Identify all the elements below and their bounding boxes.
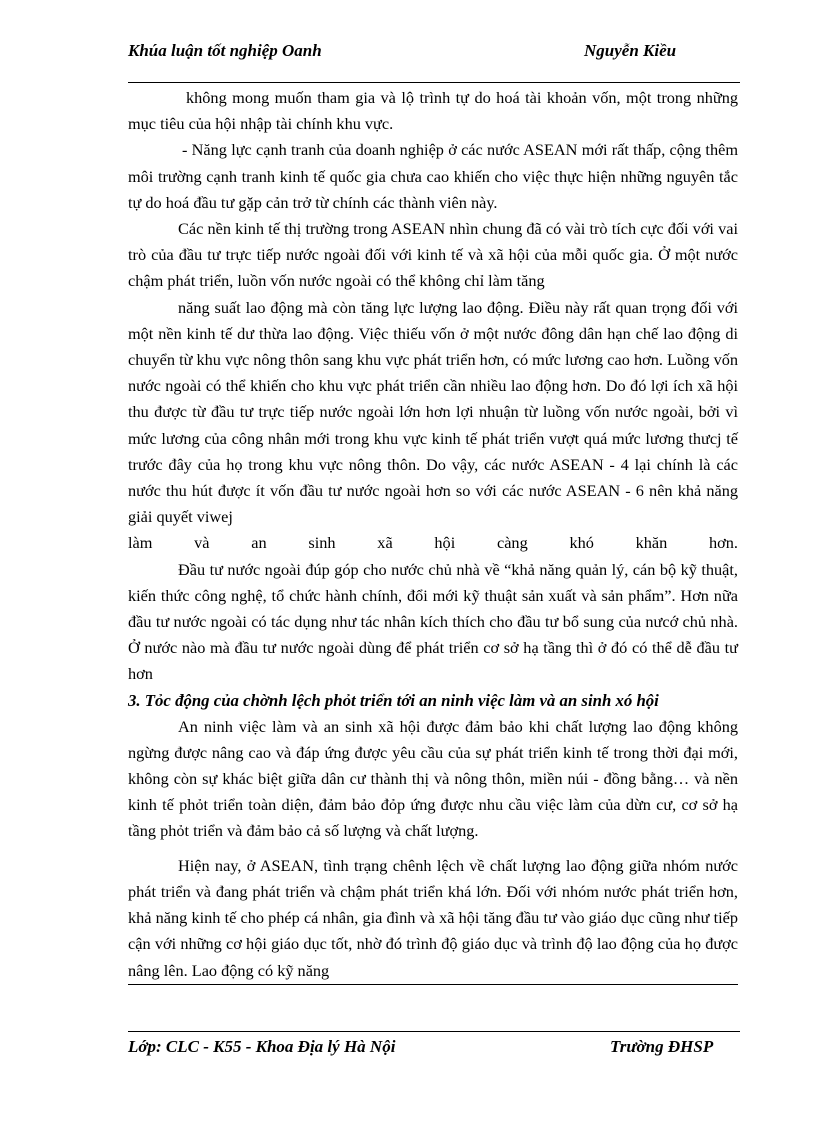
section-heading: 3. Tỏc động của chờnh lệch phỏt triển tới an ninh việc làm và an sinh xó hội xyxy=(128,690,659,710)
paragraph: Hiện nay, ở ASEAN, tình trạng chênh lệch về chất lượng lao động giữa nhóm nước phát triển và đang phát triển và chậm phát triển khá lớn. Đối với nhóm nước phát triển hơn, khả năng kinh tế cho phép cá nhân, gia đình và xã hội tăng đầu tư vào giáo dục cũng như tiếp cận với những cơ hội giáo dục tốt, nhờ đó trình độ giáo dục và trình độ lao động của họ được nâng lên. Lao động có kỹ năng xyxy=(128,853,738,985)
header-left: Khúa luận tốt nghiệp Oanh xyxy=(128,41,322,60)
footer-left: Lớp: CLC - K55 - Khoa Địa lý Hà Nội xyxy=(128,1037,396,1056)
paragraph: - Năng lực cạnh tranh của doanh nghiệp ở các nước ASEAN mới rất thấp, cộng thêm môi trường cạnh tranh kinh tế quốc gia chưa cao khiến cho việc thực hiện những nguyên tắc tự do hoá đầu tư gặp cản trở từ chính các thành viên này. xyxy=(128,140,738,212)
paragraph: An ninh việc làm và an sinh xã hội được đảm bảo khi chất lượng lao động không ngừng được nâng cao và đáp ứng được yêu cầu của sự phát triển kinh tế trong thời đại mới, không còn sự khác biệt giữa dân cư thành thị và nông thôn, miền núi - đồng bằng… và nền kinh tế phỏt triển toàn diện, đảm bảo đỏp ứng được nhu cầu việc làm của dừn cư, cơ sở hạ tầng phỏt triển và đảm bảo cả số lượng và chất lượng. xyxy=(128,716,738,841)
paragraph: Các nền kinh tế thị trường trong ASEAN nhìn chung đã có vài trò tích cực đối với vai trò của đầu tư trực tiếp nước ngoài đối với kinh tế và xã hội của mỗi quốc gia. Ở một nước chậm phát triển, luồn vốn nước ngoài có thể không chỉ làm tăng xyxy=(128,219,738,291)
paragraph: làm và an sinh xã hội càng khó khăn hơn. xyxy=(128,533,738,553)
paragraph: không mong muốn tham gia và lộ trình tự do hoá tài khoản vốn, một trong những mục tiêu của hội nhập tài chính khu vực. xyxy=(128,88,738,134)
header-rule xyxy=(128,82,740,83)
footer-right: Trường ĐHSP xyxy=(610,1037,714,1056)
paragraph: Đầu tư nước ngoài đúp góp cho nước chủ nhà về “khả năng quản lý, cán bộ kỹ thuật, kiến thức công nghệ, tổ chức hành chính, đổi mới kỹ thuật sản xuất và sản phẩm”. Hơn nữa đầu tư nước ngoài có tác dụng như tác nhân kích thích cho đầu tư bổ sung của nưcớ chủ nhà. Ở nước nào mà đầu tư nước ngoài dùng để phát triển cơ sở hạ tầng thì ở đó có thể dễ đầu tư hơn xyxy=(128,559,738,684)
footer-rule xyxy=(128,1031,740,1032)
page-body xyxy=(128,85,738,985)
header-right: Nguyễn Kiều xyxy=(584,41,677,60)
paragraph: năng suất lao động mà còn tăng lực lượng lao động. Điều này rất quan trọng đối với một nền kinh tế dư thừa lao động. Việc thiếu vốn ở một nước đông dân hạn chế lao động di chuyển từ khu vực nông thôn sang khu vực phát triển hơn, có mức lương cao hơn. Luồng vốn nước ngoài có thể khiến cho khu vực phát triển cần nhiều lao động hơn. Do đó lợi ích xã hội thu được từ đầu tư trực tiếp nước ngoài lớn hơn lợi nhuận từ luồng vốn nước ngoài, bởi vì mức lương của công nhân mới trong khu vực kinh tế phát triển vượt quá mức lương thưcj tế trước đây của họ trong khu vực nông thôn. Do vậy, các nước ASEAN - 4 lại chính là các nước thu hút được ít vốn đầu tư nước ngoài hơn so với các nước ASEAN - 6 nên khả năng giải quyết viwej xyxy=(128,297,738,527)
